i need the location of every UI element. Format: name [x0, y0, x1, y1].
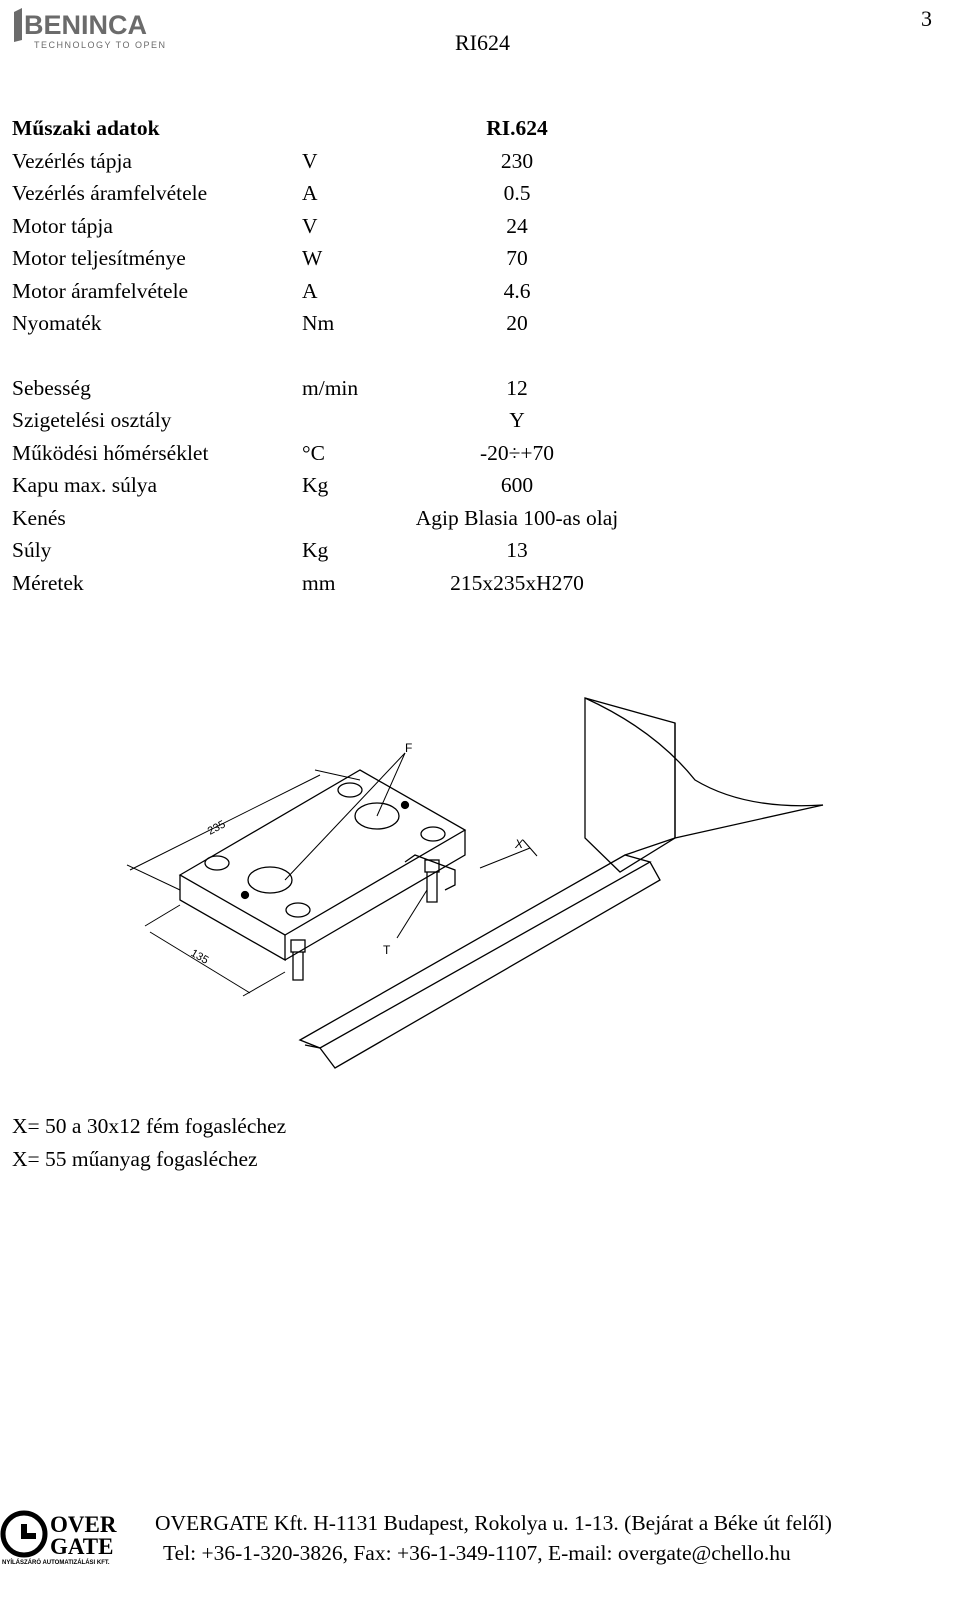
overgate-logo [0, 1508, 140, 1566]
spec-value: 24 [506, 213, 528, 238]
spec-value: Y [509, 408, 525, 432]
spec-value: 600 [500, 473, 534, 497]
spec-row [12, 502, 652, 535]
spec-label: Szigetelési osztály [12, 408, 172, 432]
spec-value: -20÷+70 [479, 440, 555, 465]
spec-row [12, 307, 652, 340]
logo-over: OVER [50, 1512, 117, 1537]
spec-row [12, 210, 652, 243]
spec-row [12, 437, 652, 470]
label-t: T [383, 943, 391, 957]
brand-tagline: TECHNOLOGY TO OPEN [34, 40, 167, 50]
spec-label: Méretek [12, 570, 84, 595]
label-x: X [515, 837, 524, 851]
footer-phone-email: Tel: +36-1-320-3826, Fax: +36-1-349-1107, E-mail: overgate@chello.hu [163, 1541, 791, 1565]
spec-row [12, 177, 652, 210]
spec-unit: °C [302, 440, 325, 465]
note-metal-rack: X= 50 a 30x12 fém fogasléchez [12, 1114, 287, 1138]
spec-unit: Kg [302, 473, 329, 497]
spec-label: Működési hőmérséklet [12, 440, 209, 465]
spec-label: Motor áramfelvétele [12, 278, 189, 303]
label-f: F [405, 741, 413, 755]
spec-unit: W [302, 246, 323, 270]
spec-unit: A [302, 278, 318, 303]
spec-table-header [12, 112, 652, 145]
spec-value: 12 [506, 375, 528, 400]
spec-label: Sebesség [12, 375, 91, 400]
spec-label: Nyomaték [12, 311, 102, 335]
label-135: 135 [188, 947, 211, 967]
spec-unit: Nm [302, 311, 335, 335]
spec-group-general [12, 372, 652, 600]
spec-value: Agip Blasia 100-as olaj [415, 505, 619, 530]
installation-drawing [115, 690, 830, 1075]
spec-value: 20 [506, 311, 528, 335]
logo-caption: NYÍLÁSZÁRÓ AUTOMATIZÁLÁSI KFT. [2, 1560, 110, 1566]
spec-label: Vezérlés tápja [12, 148, 132, 173]
label-235: 235 [205, 818, 228, 838]
spec-title: Műszaki adatok [12, 116, 160, 140]
spec-label: Vezérlés áramfelvétele [12, 181, 208, 205]
spec-unit: A [302, 181, 318, 205]
spec-group-electrical [12, 145, 652, 340]
logo-gate: GATE [50, 1534, 114, 1559]
note-plastic-rack: X= 55 műanyag fogasléchez [12, 1147, 258, 1171]
spec-label: Motor tápja [12, 213, 113, 238]
spec-unit: Kg [302, 538, 329, 562]
spec-row [12, 404, 652, 437]
spec-unit: V [302, 213, 318, 238]
footer-address: OVERGATE Kft. H-1131 Budapest, Rokolya u. 1-13. (Bejárat a Béke út felől) [155, 1511, 832, 1535]
spec-value: 13 [506, 538, 528, 562]
header-model: RI624 [455, 30, 510, 55]
spec-row [12, 469, 652, 502]
spec-unit: V [302, 148, 318, 173]
spec-label: Kenés [12, 505, 66, 530]
spec-row [12, 534, 652, 567]
spec-value: 70 [506, 246, 528, 270]
spec-value: 230 [500, 148, 534, 173]
spec-model: RI.624 [486, 116, 548, 140]
spec-row [12, 567, 652, 600]
spec-row [12, 372, 652, 405]
spec-table [12, 112, 652, 599]
spec-unit: mm [302, 570, 336, 595]
spec-label: Motor teljesítménye [12, 246, 186, 270]
spec-value: 0.5 [503, 181, 531, 205]
footer-contact [155, 1508, 832, 1568]
brand-name: BENINCA [24, 10, 148, 40]
beninca-logo [12, 6, 172, 52]
spec-unit: m/min [302, 375, 359, 400]
page-number: 3 [921, 6, 932, 31]
spec-row [12, 145, 652, 178]
spec-value: 215x235xH270 [450, 570, 584, 595]
spec-row [12, 242, 652, 275]
spec-row [12, 275, 652, 308]
spec-label: Kapu max. súlya [12, 473, 158, 497]
spec-value: 4.6 [503, 278, 531, 303]
notes [12, 1110, 286, 1176]
spec-label: Súly [12, 538, 52, 562]
